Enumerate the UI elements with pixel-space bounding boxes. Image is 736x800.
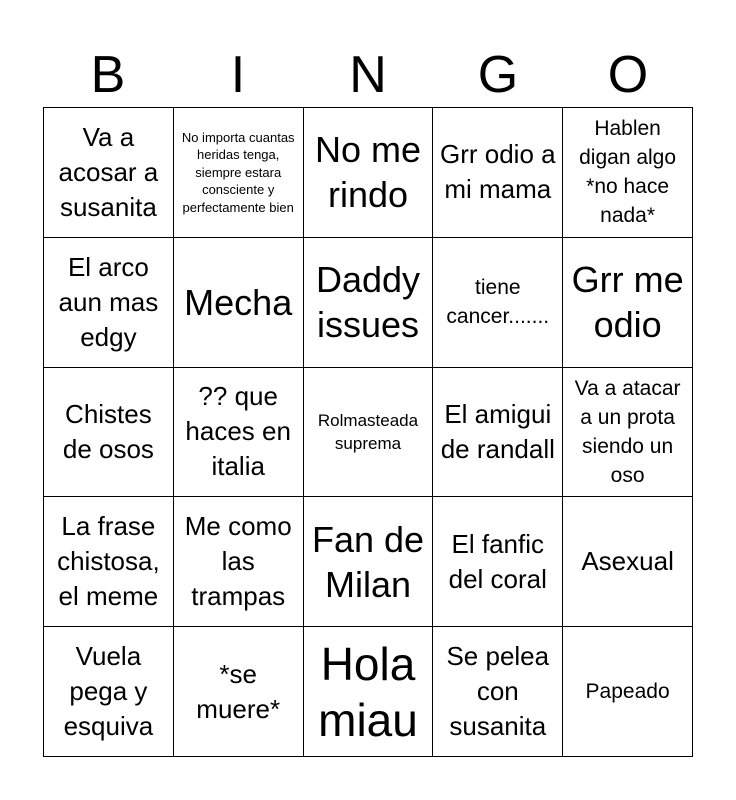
bingo-cell-r4c4[interactable] <box>433 497 563 627</box>
bingo-cell-r1c2[interactable] <box>174 108 304 238</box>
header-letter-b: B <box>90 46 126 104</box>
cell-text: *se muere* <box>196 658 281 724</box>
cell-text: El fanfic del coral <box>448 528 547 594</box>
cell-text: El amigui de randall <box>440 398 555 464</box>
cell-text: No me rindo <box>314 129 421 216</box>
bingo-cell-r1c3[interactable] <box>304 108 434 238</box>
cell-text: Fan de Milan <box>311 518 425 605</box>
header-letter-i: I <box>230 46 246 104</box>
cell-text: Se pelea con susanita <box>446 641 550 742</box>
header-letter-n: N <box>349 46 387 104</box>
bingo-header <box>43 44 693 106</box>
cell-text: Grr odio a mi mama <box>439 139 556 205</box>
cell-text: La frase chistosa, el meme <box>57 511 160 612</box>
cell-text: Mecha <box>184 281 293 323</box>
cell-text: Chistes de osos <box>62 398 154 464</box>
cell-text: Asexual <box>581 546 674 577</box>
bingo-cell-r2c5[interactable] <box>563 238 693 368</box>
bingo-cell-r3c2[interactable] <box>174 368 304 498</box>
cell-text: Papeado <box>585 680 670 704</box>
bingo-cell-r5c2[interactable] <box>174 627 304 757</box>
bingo-cell-r4c5[interactable] <box>563 497 693 627</box>
bingo-cell-r2c1[interactable] <box>44 238 174 368</box>
bingo-cell-r2c4[interactable] <box>433 238 563 368</box>
cell-text: Hablen digan algo *no hace nada* <box>579 117 677 228</box>
cell-text: Va a acosar a susanita <box>58 121 159 222</box>
cell-text: Daddy issues <box>315 259 421 346</box>
bingo-cell-r4c2[interactable] <box>174 497 304 627</box>
cell-text: Grr me odio <box>571 259 684 346</box>
bingo-cell-r3c5[interactable] <box>563 368 693 498</box>
bingo-cell-r1c4[interactable] <box>433 108 563 238</box>
bingo-cell-r2c3[interactable] <box>304 238 434 368</box>
bingo-cell-r5c4[interactable] <box>433 627 563 757</box>
bingo-cell-r3c1[interactable] <box>44 368 174 498</box>
cell-text: El arco aun mas edgy <box>58 251 159 352</box>
bingo-cell-r1c5[interactable] <box>563 108 693 238</box>
bingo-cell-r3c4[interactable] <box>433 368 563 498</box>
cell-text: ?? que haces en italia <box>185 381 291 482</box>
bingo-cell-r5c3[interactable] <box>304 627 434 757</box>
bingo-board <box>43 107 693 757</box>
cell-text: Me como las trampas <box>184 511 292 612</box>
cell-text: No importa cuantas heridas tenga, siempre estara consciente y perfectamente bien <box>181 129 295 215</box>
cell-text: Vuela pega y esquiva <box>63 641 154 742</box>
bingo-cell-r3c3[interactable] <box>304 368 434 498</box>
cell-text: Va a atacar a un prota siendo un oso <box>574 376 681 487</box>
bingo-cell-r1c1[interactable] <box>44 108 174 238</box>
header-letter-g: G <box>477 46 519 104</box>
cell-text: Hola miau <box>318 637 418 746</box>
header-letter-o: O <box>607 46 649 104</box>
cell-text: tiene cancer....... <box>446 276 550 329</box>
bingo-cell-r5c5[interactable] <box>563 627 693 757</box>
bingo-cell-r4c3[interactable] <box>304 497 434 627</box>
bingo-cell-r4c1[interactable] <box>44 497 174 627</box>
bingo-cell-r5c1[interactable] <box>44 627 174 757</box>
bingo-cell-r2c2[interactable] <box>174 238 304 368</box>
cell-text: Rolmasteada suprema <box>317 410 419 453</box>
